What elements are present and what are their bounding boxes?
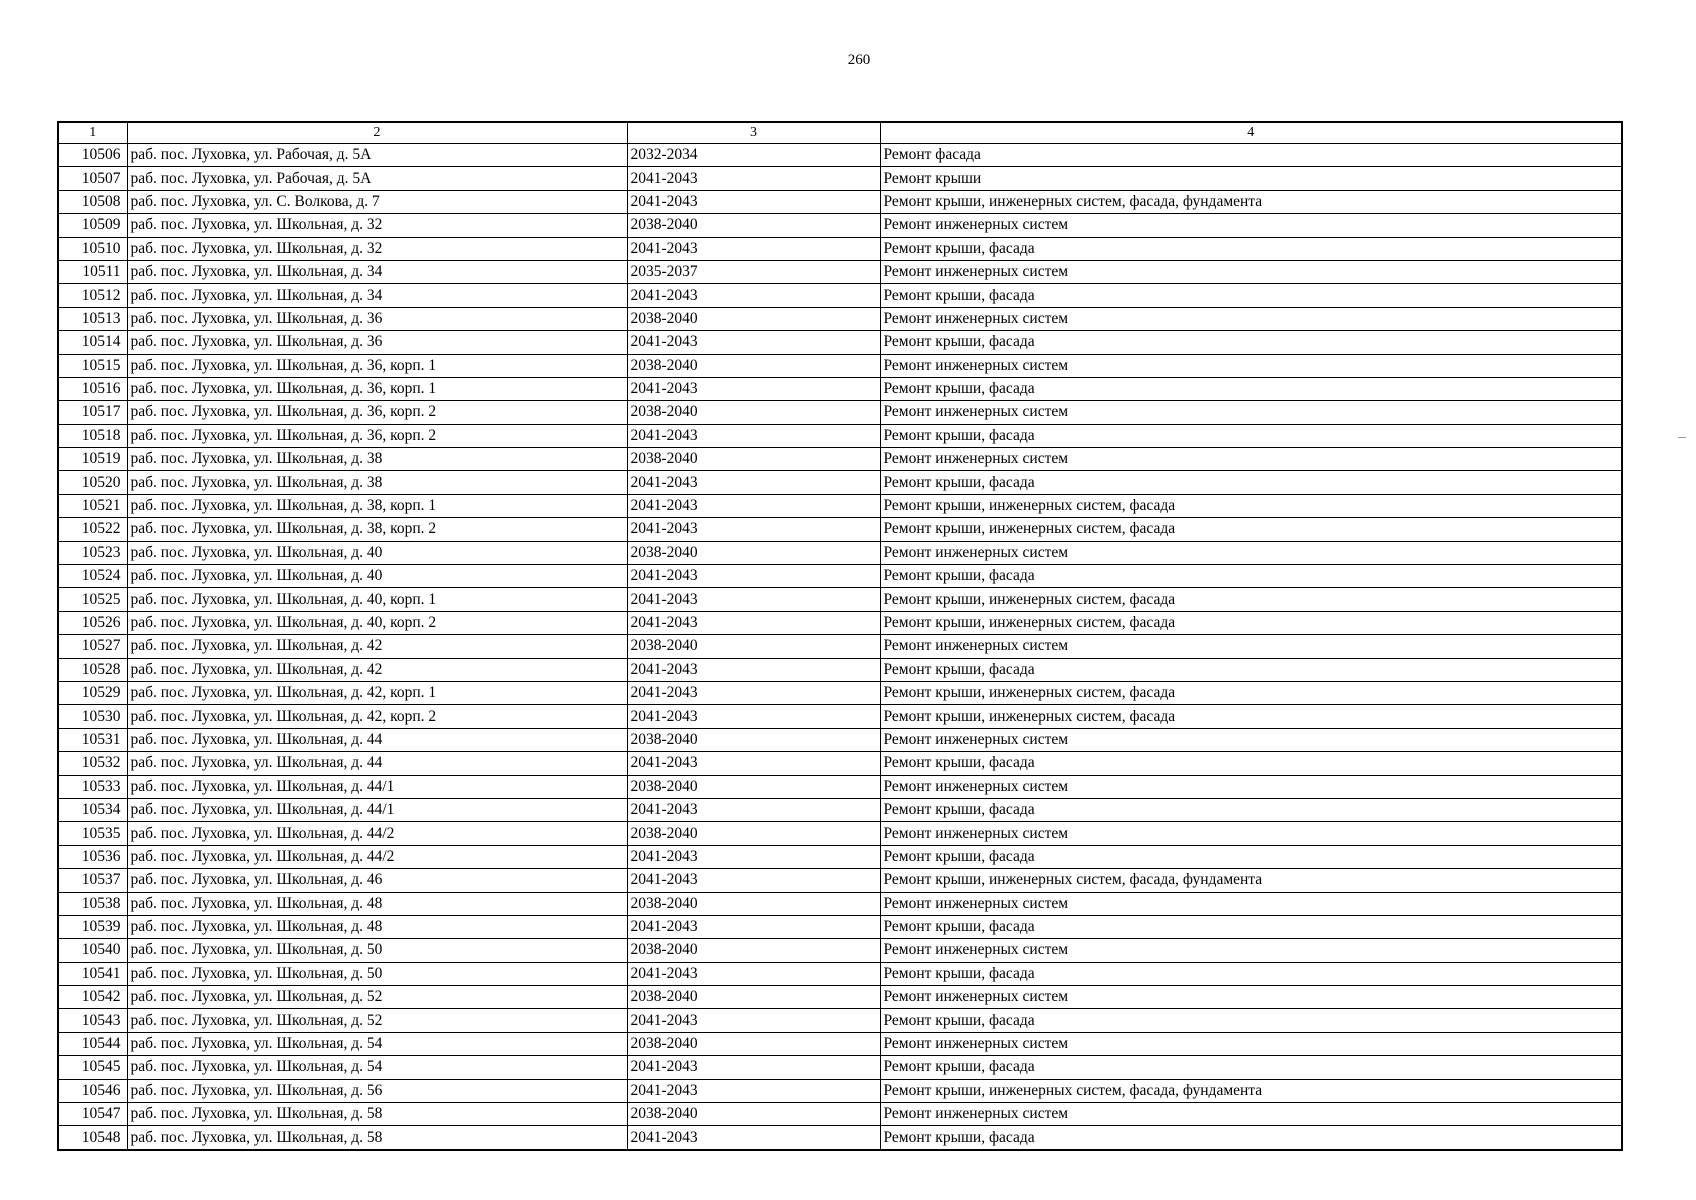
work-type-cell: Ремонт крыши, инженерных систем, фасада xyxy=(880,494,1622,517)
period-cell: 2041-2043 xyxy=(627,658,880,681)
work-type-cell: Ремонт инженерных систем xyxy=(880,892,1622,915)
table-row xyxy=(58,541,1622,564)
work-type-cell: Ремонт фасада xyxy=(880,144,1622,167)
period-cell: 2041-2043 xyxy=(627,424,880,447)
period-cell: 2041-2043 xyxy=(627,1056,880,1079)
work-type-cell: Ремонт крыши, фасада xyxy=(880,798,1622,821)
column-header-3: 3 xyxy=(627,122,880,144)
work-type-cell: Ремонт крыши, инженерных систем, фасада xyxy=(880,588,1622,611)
period-cell: 2041-2043 xyxy=(627,681,880,704)
row-number-cell: 10521 xyxy=(58,494,127,517)
row-number-cell: 10525 xyxy=(58,588,127,611)
work-type-cell: Ремонт инженерных систем xyxy=(880,307,1622,330)
table-row xyxy=(58,1032,1622,1055)
work-type-cell: Ремонт инженерных систем xyxy=(880,541,1622,564)
column-header-4: 4 xyxy=(880,122,1622,144)
work-type-cell: Ремонт крыши, инженерных систем, фасада, фундамента xyxy=(880,1079,1622,1102)
column-header-1: 1 xyxy=(58,122,127,144)
address-cell: раб. пос. Луховка, ул. Школьная, д. 44/1 xyxy=(127,798,627,821)
row-number-cell: 10536 xyxy=(58,845,127,868)
column-header-2: 2 xyxy=(127,122,627,144)
row-number-cell: 10520 xyxy=(58,471,127,494)
work-type-cell: Ремонт инженерных систем xyxy=(880,1032,1622,1055)
row-number-cell: 10530 xyxy=(58,705,127,728)
address-cell: раб. пос. Луховка, ул. Школьная, д. 36 xyxy=(127,331,627,354)
row-number-cell: 10544 xyxy=(58,1032,127,1055)
table-row xyxy=(58,611,1622,634)
period-cell: 2041-2043 xyxy=(627,798,880,821)
work-type-cell: Ремонт инженерных систем xyxy=(880,775,1622,798)
row-number-cell: 10539 xyxy=(58,915,127,938)
address-cell: раб. пос. Луховка, ул. Школьная, д. 44/1 xyxy=(127,775,627,798)
address-cell: раб. пос. Луховка, ул. Школьная, д. 40 xyxy=(127,541,627,564)
table-row xyxy=(58,377,1622,400)
row-number-cell: 10519 xyxy=(58,448,127,471)
row-number-cell: 10506 xyxy=(58,144,127,167)
work-type-cell: Ремонт крыши, фасада xyxy=(880,845,1622,868)
address-cell: раб. пос. Луховка, ул. Школьная, д. 40 xyxy=(127,565,627,588)
table-row xyxy=(58,565,1622,588)
table-row xyxy=(58,471,1622,494)
period-cell: 2041-2043 xyxy=(627,331,880,354)
repair-schedule-table xyxy=(57,121,1623,1151)
table-header xyxy=(58,122,1622,144)
table-row xyxy=(58,635,1622,658)
address-cell: раб. пос. Луховка, ул. Школьная, д. 44/2 xyxy=(127,845,627,868)
table-row xyxy=(58,237,1622,260)
period-cell: 2041-2043 xyxy=(627,962,880,985)
row-number-cell: 10531 xyxy=(58,728,127,751)
row-number-cell: 10532 xyxy=(58,752,127,775)
address-cell: раб. пос. Луховка, ул. Школьная, д. 42 xyxy=(127,658,627,681)
work-type-cell: Ремонт крыши, фасада xyxy=(880,377,1622,400)
work-type-cell: Ремонт крыши, фасада xyxy=(880,331,1622,354)
period-cell: 2038-2040 xyxy=(627,939,880,962)
address-cell: раб. пос. Луховка, ул. Школьная, д. 36, корп. 1 xyxy=(127,354,627,377)
work-type-cell: Ремонт крыши, фасада xyxy=(880,752,1622,775)
row-number-cell: 10528 xyxy=(58,658,127,681)
address-cell: раб. пос. Луховка, ул. Школьная, д. 56 xyxy=(127,1079,627,1102)
address-cell: раб. пос. Луховка, ул. Школьная, д. 48 xyxy=(127,915,627,938)
work-type-cell: Ремонт инженерных систем xyxy=(880,354,1622,377)
work-type-cell: Ремонт крыши, фасада xyxy=(880,237,1622,260)
row-number-cell: 10524 xyxy=(58,565,127,588)
row-number-cell: 10523 xyxy=(58,541,127,564)
address-cell: раб. пос. Луховка, ул. Школьная, д. 40, корп. 1 xyxy=(127,588,627,611)
period-cell: 2041-2043 xyxy=(627,167,880,190)
table-row xyxy=(58,518,1622,541)
period-cell: 2038-2040 xyxy=(627,541,880,564)
work-type-cell: Ремонт крыши, фасада xyxy=(880,915,1622,938)
period-cell: 2038-2040 xyxy=(627,307,880,330)
table-row xyxy=(58,214,1622,237)
period-cell: 2038-2040 xyxy=(627,986,880,1009)
work-type-cell: Ремонт крыши, инженерных систем, фасада xyxy=(880,518,1622,541)
period-cell: 2041-2043 xyxy=(627,588,880,611)
row-number-cell: 10533 xyxy=(58,775,127,798)
row-number-cell: 10538 xyxy=(58,892,127,915)
address-cell: раб. пос. Луховка, ул. Школьная, д. 54 xyxy=(127,1032,627,1055)
table-row xyxy=(58,494,1622,517)
table-row xyxy=(58,354,1622,377)
row-number-cell: 10510 xyxy=(58,237,127,260)
table-row xyxy=(58,658,1622,681)
table-row xyxy=(58,915,1622,938)
row-number-cell: 10527 xyxy=(58,635,127,658)
work-type-cell: Ремонт крыши, инженерных систем, фасада, фундамента xyxy=(880,869,1622,892)
period-cell: 2041-2043 xyxy=(627,915,880,938)
table-row xyxy=(58,588,1622,611)
period-cell: 2041-2043 xyxy=(627,190,880,213)
period-cell: 2041-2043 xyxy=(627,869,880,892)
period-cell: 2041-2043 xyxy=(627,845,880,868)
row-number-cell: 10513 xyxy=(58,307,127,330)
address-cell: раб. пос. Луховка, ул. Школьная, д. 38, корп. 1 xyxy=(127,494,627,517)
work-type-cell: Ремонт инженерных систем xyxy=(880,1103,1622,1126)
period-cell: 2038-2040 xyxy=(627,1032,880,1055)
address-cell: раб. пос. Луховка, ул. Школьная, д. 54 xyxy=(127,1056,627,1079)
period-cell: 2041-2043 xyxy=(627,237,880,260)
address-cell: раб. пос. Луховка, ул. Школьная, д. 48 xyxy=(127,892,627,915)
work-type-cell: Ремонт крыши, инженерных систем, фасада xyxy=(880,681,1622,704)
work-type-cell: Ремонт крыши, инженерных систем, фасада, фундамента xyxy=(880,190,1622,213)
row-number-cell: 10526 xyxy=(58,611,127,634)
row-number-cell: 10522 xyxy=(58,518,127,541)
period-cell: 2038-2040 xyxy=(627,354,880,377)
work-type-cell: Ремонт инженерных систем xyxy=(880,728,1622,751)
row-number-cell: 10540 xyxy=(58,939,127,962)
period-cell: 2038-2040 xyxy=(627,635,880,658)
header-row xyxy=(58,122,1622,144)
work-type-cell: Ремонт инженерных систем xyxy=(880,260,1622,283)
table-row xyxy=(58,892,1622,915)
work-type-cell: Ремонт инженерных систем xyxy=(880,214,1622,237)
row-number-cell: 10515 xyxy=(58,354,127,377)
period-cell: 2041-2043 xyxy=(627,284,880,307)
row-number-cell: 10512 xyxy=(58,284,127,307)
scan-artifact xyxy=(1678,437,1686,438)
period-cell: 2041-2043 xyxy=(627,494,880,517)
table-row xyxy=(58,190,1622,213)
row-number-cell: 10534 xyxy=(58,798,127,821)
address-cell: раб. пос. Луховка, ул. Школьная, д. 32 xyxy=(127,214,627,237)
address-cell: раб. пос. Луховка, ул. Школьная, д. 36 xyxy=(127,307,627,330)
table-row xyxy=(58,401,1622,424)
period-cell: 2032-2034 xyxy=(627,144,880,167)
work-type-cell: Ремонт крыши, фасада xyxy=(880,962,1622,985)
address-cell: раб. пос. Луховка, ул. Школьная, д. 36, корп. 2 xyxy=(127,424,627,447)
address-cell: раб. пос. Луховка, ул. Рабочая, д. 5А xyxy=(127,167,627,190)
row-number-cell: 10516 xyxy=(58,377,127,400)
address-cell: раб. пос. Луховка, ул. Школьная, д. 36, корп. 2 xyxy=(127,401,627,424)
work-type-cell: Ремонт крыши, фасада xyxy=(880,284,1622,307)
address-cell: раб. пос. Луховка, ул. Школьная, д. 44/2 xyxy=(127,822,627,845)
address-cell: раб. пос. Луховка, ул. Школьная, д. 42, корп. 2 xyxy=(127,705,627,728)
table-row xyxy=(58,144,1622,167)
row-number-cell: 10542 xyxy=(58,986,127,1009)
work-type-cell: Ремонт инженерных систем xyxy=(880,448,1622,471)
table-row xyxy=(58,775,1622,798)
address-cell: раб. пос. Луховка, ул. Школьная, д. 34 xyxy=(127,260,627,283)
table-row xyxy=(58,1009,1622,1032)
period-cell: 2038-2040 xyxy=(627,214,880,237)
address-cell: раб. пос. Луховка, ул. Школьная, д. 44 xyxy=(127,752,627,775)
table-row xyxy=(58,822,1622,845)
period-cell: 2041-2043 xyxy=(627,377,880,400)
address-cell: раб. пос. Луховка, ул. Школьная, д. 58 xyxy=(127,1103,627,1126)
work-type-cell: Ремонт инженерных систем xyxy=(880,635,1622,658)
table-row xyxy=(58,307,1622,330)
row-number-cell: 10546 xyxy=(58,1079,127,1102)
address-cell: раб. пос. Луховка, ул. С. Волкова, д. 7 xyxy=(127,190,627,213)
address-cell: раб. пос. Луховка, ул. Рабочая, д. 5А xyxy=(127,144,627,167)
row-number-cell: 10529 xyxy=(58,681,127,704)
period-cell: 2038-2040 xyxy=(627,448,880,471)
row-number-cell: 10514 xyxy=(58,331,127,354)
table-row xyxy=(58,962,1622,985)
address-cell: раб. пос. Луховка, ул. Школьная, д. 44 xyxy=(127,728,627,751)
row-number-cell: 10543 xyxy=(58,1009,127,1032)
table-row xyxy=(58,752,1622,775)
address-cell: раб. пос. Луховка, ул. Школьная, д. 50 xyxy=(127,939,627,962)
period-cell: 2038-2040 xyxy=(627,892,880,915)
row-number-cell: 10547 xyxy=(58,1103,127,1126)
period-cell: 2041-2043 xyxy=(627,518,880,541)
work-type-cell: Ремонт инженерных систем xyxy=(880,401,1622,424)
address-cell: раб. пос. Луховка, ул. Школьная, д. 34 xyxy=(127,284,627,307)
table-body xyxy=(58,144,1622,1150)
table-row xyxy=(58,331,1622,354)
period-cell: 2038-2040 xyxy=(627,775,880,798)
work-type-cell: Ремонт крыши, фасада xyxy=(880,471,1622,494)
row-number-cell: 10545 xyxy=(58,1056,127,1079)
table-row xyxy=(58,798,1622,821)
period-cell: 2041-2043 xyxy=(627,1079,880,1102)
period-cell: 2041-2043 xyxy=(627,471,880,494)
address-cell: раб. пос. Луховка, ул. Школьная, д. 42 xyxy=(127,635,627,658)
address-cell: раб. пос. Луховка, ул. Школьная, д. 40, корп. 2 xyxy=(127,611,627,634)
table-row xyxy=(58,728,1622,751)
row-number-cell: 10507 xyxy=(58,167,127,190)
table-row xyxy=(58,1126,1622,1150)
period-cell: 2041-2043 xyxy=(627,611,880,634)
row-number-cell: 10518 xyxy=(58,424,127,447)
table-row xyxy=(58,284,1622,307)
work-type-cell: Ремонт крыши xyxy=(880,167,1622,190)
address-cell: раб. пос. Луховка, ул. Школьная, д. 52 xyxy=(127,986,627,1009)
work-type-cell: Ремонт крыши, фасада xyxy=(880,1126,1622,1150)
address-cell: раб. пос. Луховка, ул. Школьная, д. 38 xyxy=(127,471,627,494)
address-cell: раб. пос. Луховка, ул. Школьная, д. 46 xyxy=(127,869,627,892)
page-number: 260 xyxy=(847,52,871,68)
row-number-cell: 10517 xyxy=(58,401,127,424)
period-cell: 2038-2040 xyxy=(627,1103,880,1126)
address-cell: раб. пос. Луховка, ул. Школьная, д. 58 xyxy=(127,1126,627,1150)
address-cell: раб. пос. Луховка, ул. Школьная, д. 36, корп. 1 xyxy=(127,377,627,400)
table-row xyxy=(58,167,1622,190)
work-type-cell: Ремонт инженерных систем xyxy=(880,986,1622,1009)
period-cell: 2035-2037 xyxy=(627,260,880,283)
row-number-cell: 10537 xyxy=(58,869,127,892)
period-cell: 2041-2043 xyxy=(627,1009,880,1032)
table-row xyxy=(58,705,1622,728)
table-row xyxy=(58,1056,1622,1079)
work-type-cell: Ремонт крыши, инженерных систем, фасада xyxy=(880,705,1622,728)
table-row xyxy=(58,1103,1622,1126)
address-cell: раб. пос. Луховка, ул. Школьная, д. 42, корп. 1 xyxy=(127,681,627,704)
address-cell: раб. пос. Луховка, ул. Школьная, д. 50 xyxy=(127,962,627,985)
table-row xyxy=(58,845,1622,868)
row-number-cell: 10535 xyxy=(58,822,127,845)
table-row xyxy=(58,1079,1622,1102)
period-cell: 2038-2040 xyxy=(627,728,880,751)
period-cell: 2041-2043 xyxy=(627,752,880,775)
row-number-cell: 10548 xyxy=(58,1126,127,1150)
period-cell: 2041-2043 xyxy=(627,705,880,728)
period-cell: 2038-2040 xyxy=(627,822,880,845)
table-row xyxy=(58,939,1622,962)
table-row xyxy=(58,448,1622,471)
row-number-cell: 10508 xyxy=(58,190,127,213)
row-number-cell: 10511 xyxy=(58,260,127,283)
work-type-cell: Ремонт инженерных систем xyxy=(880,822,1622,845)
address-cell: раб. пос. Луховка, ул. Школьная, д. 52 xyxy=(127,1009,627,1032)
address-cell: раб. пос. Луховка, ул. Школьная, д. 38, корп. 2 xyxy=(127,518,627,541)
work-type-cell: Ремонт крыши, фасада xyxy=(880,1009,1622,1032)
period-cell: 2041-2043 xyxy=(627,565,880,588)
table-row xyxy=(58,681,1622,704)
address-cell: раб. пос. Луховка, ул. Школьная, д. 32 xyxy=(127,237,627,260)
period-cell: 2041-2043 xyxy=(627,1126,880,1150)
table-row xyxy=(58,424,1622,447)
table-row xyxy=(58,260,1622,283)
work-type-cell: Ремонт инженерных систем xyxy=(880,939,1622,962)
table-row xyxy=(58,986,1622,1009)
work-type-cell: Ремонт крыши, фасада xyxy=(880,565,1622,588)
work-type-cell: Ремонт крыши, инженерных систем, фасада xyxy=(880,611,1622,634)
row-number-cell: 10509 xyxy=(58,214,127,237)
address-cell: раб. пос. Луховка, ул. Школьная, д. 38 xyxy=(127,448,627,471)
period-cell: 2038-2040 xyxy=(627,401,880,424)
work-type-cell: Ремонт крыши, фасада xyxy=(880,1056,1622,1079)
work-type-cell: Ремонт крыши, фасада xyxy=(880,424,1622,447)
row-number-cell: 10541 xyxy=(58,962,127,985)
table-row xyxy=(58,869,1622,892)
work-type-cell: Ремонт крыши, фасада xyxy=(880,658,1622,681)
